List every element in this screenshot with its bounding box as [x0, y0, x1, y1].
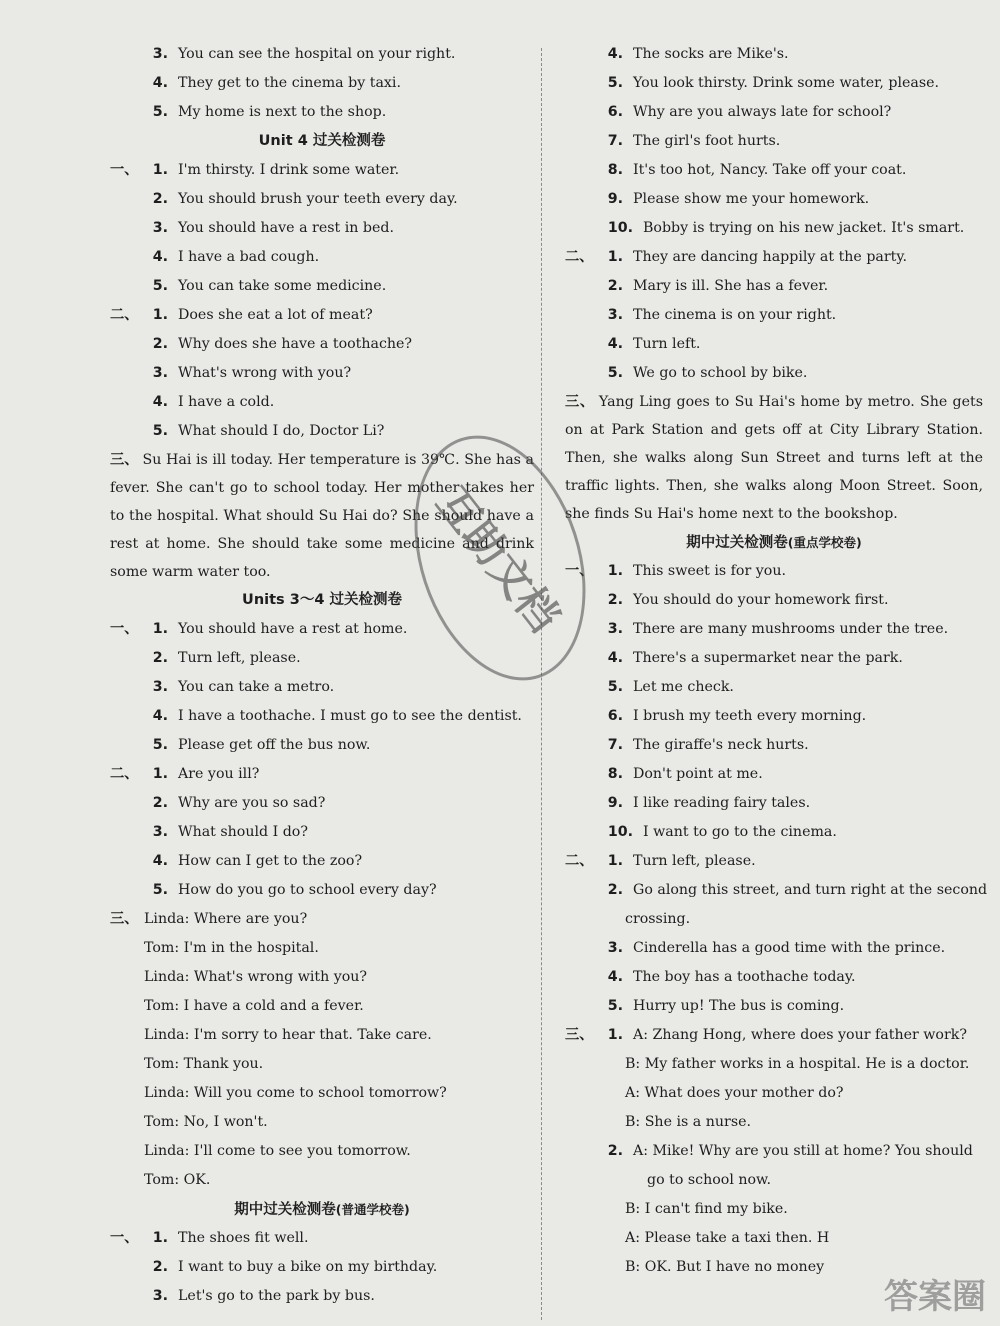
section-title-text: 期中过关检测卷 [686, 535, 788, 551]
answer-line [565, 702, 983, 731]
answer-text: Why are you always late for school? [633, 104, 892, 120]
question-number: 1. [607, 1027, 623, 1043]
answer-continuation [565, 1166, 983, 1195]
dialog-line [110, 1166, 534, 1195]
answer-text: I want to buy a bike on my birthday. [178, 1259, 438, 1275]
question-number: 9. [607, 191, 623, 207]
dialog-text: Linda: I'm sorry to hear that. Take care. [144, 1027, 432, 1043]
continuation-text: A: What does your mother do? [625, 1085, 844, 1101]
question-number: 3. [607, 621, 623, 637]
continuation-text: go to school now. [647, 1172, 772, 1188]
question-number: 2. [152, 191, 168, 207]
question-number: 2. [607, 592, 623, 608]
question-number: 4. [152, 394, 168, 410]
answer-line [110, 388, 534, 417]
question-number: 5. [152, 737, 168, 753]
section-marker: 二、 [110, 307, 139, 323]
answer-text: Turn left, please. [633, 853, 756, 869]
question-number: 4. [607, 650, 623, 666]
answer-paragraph [565, 388, 983, 528]
question-number: 1. [152, 621, 168, 637]
answer-text: How do you go to school every day? [178, 882, 437, 898]
answer-line [110, 847, 534, 876]
answer-line [110, 40, 534, 69]
answer-text: My home is next to the shop. [178, 104, 387, 120]
answer-line [110, 156, 534, 185]
answer-text: The shoes fit well. [178, 1230, 309, 1246]
question-number: 3. [152, 679, 168, 695]
continuation-text: crossing. [625, 911, 691, 927]
section-marker: 二、 [110, 766, 139, 782]
answer-text: I want to go to the cinema. [643, 824, 837, 840]
dialog-line [110, 1050, 534, 1079]
question-number: 1. [607, 853, 623, 869]
question-number: 5. [152, 278, 168, 294]
question-number: 1. [607, 563, 623, 579]
section-marker: 一、 [110, 162, 139, 178]
answer-line [565, 731, 983, 760]
question-number: 2. [607, 1143, 623, 1159]
answer-line [565, 330, 983, 359]
answer-line [110, 243, 534, 272]
answer-line [565, 98, 983, 127]
answer-text: The cinema is on your right. [633, 307, 837, 323]
answer-text: You should do your homework first. [633, 592, 889, 608]
question-number: 7. [607, 133, 623, 149]
dialog-text: Linda: Where are you? [144, 911, 308, 927]
question-number: 4. [607, 969, 623, 985]
dialog-line [110, 1108, 534, 1137]
section-title [110, 127, 534, 156]
dialog-text: Tom: I'm in the hospital. [144, 940, 319, 956]
continuation-text: B: I can't find my bike. [625, 1201, 788, 1217]
paragraph-text: Yang Ling goes to Su Hai's home by metro. She gets on at Park Station and gets off at City Library Station. Then, she walks along Sun Street and turns left at the traffic lights. Then, she walks along Moon Street. Soon, she finds Su Hai's home next to the bookshop. [565, 394, 983, 522]
question-number: 2. [152, 1259, 168, 1275]
column-divider [541, 48, 542, 1320]
answer-text: This sweet is for you. [633, 563, 786, 579]
answer-line [565, 876, 988, 905]
answer-line [110, 818, 534, 847]
dialog-line [110, 1021, 534, 1050]
answer-line [110, 185, 534, 214]
left-column [110, 40, 534, 1311]
answer-line [110, 731, 534, 760]
continuation-text: B: OK. But I have no money [625, 1259, 825, 1275]
answer-text: You can take a metro. [178, 679, 335, 695]
answer-text: A: Mike! Why are you still at home? You should [633, 1143, 973, 1159]
dialog-text: Tom: Thank you. [144, 1056, 264, 1072]
stamp-text: 互助文档 [427, 478, 570, 641]
question-number: 3. [152, 1288, 168, 1304]
answer-line [565, 1021, 983, 1050]
answer-text: They get to the cinema by taxi. [178, 75, 401, 91]
answer-text: The girl's foot hurts. [633, 133, 781, 149]
answer-line [110, 272, 534, 301]
answer-line [565, 40, 983, 69]
question-number: 1. [152, 1230, 168, 1246]
question-number: 5. [152, 104, 168, 120]
question-number: 5. [607, 998, 623, 1014]
dialog-line [110, 1079, 534, 1108]
continuation-text: A: Please take a taxi then. H [625, 1230, 830, 1246]
answer-text: What should I do, Doctor Li? [178, 423, 385, 439]
answer-line [565, 69, 983, 98]
question-number: 2. [152, 795, 168, 811]
answer-line [565, 301, 983, 330]
answer-continuation [565, 1079, 983, 1108]
answer-line [565, 789, 983, 818]
question-number: 7. [607, 737, 623, 753]
answer-line [565, 847, 983, 876]
answer-line [565, 992, 983, 1021]
question-number: 4. [607, 336, 623, 352]
answer-line [565, 127, 983, 156]
answer-continuation [565, 1050, 983, 1079]
answer-line [110, 214, 534, 243]
answer-line [565, 1137, 983, 1166]
question-number: 5. [152, 882, 168, 898]
answer-text: Are you ill? [178, 766, 260, 782]
answer-text: I'm thirsty. I drink some water. [178, 162, 400, 178]
answer-line [565, 934, 983, 963]
question-number: 4. [152, 75, 168, 91]
answer-text: Don't point at me. [633, 766, 763, 782]
question-number: 9. [607, 795, 623, 811]
question-number: 1. [152, 162, 168, 178]
answer-text: Mary is ill. She has a fever. [633, 278, 829, 294]
dialog-text: Tom: No, I won't. [144, 1114, 268, 1130]
answer-text: Let's go to the park by bus. [178, 1288, 375, 1304]
question-number: 4. [607, 46, 623, 62]
answer-line [110, 301, 534, 330]
dialog-text: Tom: OK. [144, 1172, 211, 1188]
answer-text: Please get off the bus now. [178, 737, 371, 753]
answer-text: Turn left. [633, 336, 701, 352]
answer-line [565, 963, 983, 992]
section-marker: 三、 [110, 911, 139, 927]
dialog-line [110, 992, 534, 1021]
answer-text: Turn left, please. [178, 650, 301, 666]
answer-line [110, 359, 534, 388]
question-number: 2. [607, 882, 623, 898]
section-title-text: 期中过关检测卷 [234, 1202, 336, 1218]
answer-line [565, 272, 983, 301]
answer-text: You can take some medicine. [178, 278, 387, 294]
answer-text: I have a bad cough. [178, 249, 320, 265]
dialog-text: Linda: I'll come to see you tomorrow. [144, 1143, 411, 1159]
answer-text: You should have a rest in bed. [178, 220, 394, 236]
question-number: 3. [607, 940, 623, 956]
answer-text: Let me check. [633, 679, 734, 695]
question-number: 4. [152, 708, 168, 724]
section-marker: 一、 [565, 563, 594, 579]
question-number: 10. [607, 220, 633, 236]
answer-text: You should have a rest at home. [178, 621, 408, 637]
question-number: 6. [607, 104, 623, 120]
paragraph-text: Su Hai is ill today. Her temperature is 39℃. She has a fever. She can't go to school today. Her mother takes her to the hospital. What should Su Hai do? She should have a rest at home. She should take some medicine and drink some warm water too. [110, 452, 534, 580]
watermark-logo: 答案圈 [884, 1277, 986, 1317]
question-number: 8. [607, 162, 623, 178]
question-number: 10. [607, 824, 633, 840]
question-number: 1. [607, 249, 623, 265]
answer-continuation [565, 1195, 983, 1224]
section-marker: 一、 [110, 1230, 139, 1246]
section-title-text: Units 3～4 过关检测卷 [242, 592, 402, 608]
answer-text: A: Zhang Hong, where does your father work? [633, 1027, 967, 1043]
section-marker: 二、 [565, 853, 594, 869]
question-number: 2. [152, 650, 168, 666]
answer-line [110, 1253, 534, 1282]
answer-line [110, 702, 534, 731]
answer-line [565, 586, 983, 615]
section-title-note: (重点学校卷) [787, 535, 862, 550]
answer-line [110, 330, 534, 359]
answer-text: The giraffe's neck hurts. [633, 737, 809, 753]
answer-line [110, 760, 534, 789]
question-number: 3. [152, 824, 168, 840]
answer-text: You should brush your teeth every day. [178, 191, 458, 207]
question-number: 5. [607, 365, 623, 381]
answer-text: You look thirsty. Drink some water, please. [633, 75, 940, 91]
continuation-text: B: My father works in a hospital. He is a doctor. [625, 1056, 970, 1072]
answer-text: You can see the hospital on your right. [178, 46, 456, 62]
answer-text: Please show me your homework. [633, 191, 870, 207]
question-number: 3. [152, 365, 168, 381]
answer-text: Hurry up! The bus is coming. [633, 998, 845, 1014]
answer-text: I have a cold. [178, 394, 275, 410]
section-title [110, 1195, 534, 1224]
question-number: 5. [607, 679, 623, 695]
question-number: 6. [607, 708, 623, 724]
answer-text: Go along this street, and turn right at the second [633, 882, 988, 898]
dialog-line [110, 934, 534, 963]
answer-text: What's wrong with you? [178, 365, 352, 381]
answer-text: What should I do? [178, 824, 308, 840]
answer-line [565, 615, 983, 644]
right-column [565, 40, 988, 1282]
answer-line [565, 156, 983, 185]
question-number: 3. [607, 307, 623, 323]
answer-text: Bobby is trying on his new jacket. It's smart. [643, 220, 965, 236]
answer-line [565, 673, 983, 702]
question-number: 4. [152, 249, 168, 265]
answer-continuation [565, 905, 983, 934]
answer-line [110, 673, 534, 702]
dialog-line [110, 905, 534, 934]
answer-line [110, 1224, 534, 1253]
answer-line [110, 98, 534, 127]
answer-text: There's a supermarket near the park. [633, 650, 903, 666]
answer-line [110, 69, 534, 98]
question-number: 1. [152, 307, 168, 323]
answer-text: Why are you so sad? [178, 795, 326, 811]
answer-line [565, 760, 983, 789]
answer-line [565, 557, 983, 586]
dialog-line [110, 1137, 534, 1166]
question-number: 5. [607, 75, 623, 91]
section-marker: 二、 [565, 249, 594, 265]
section-title [565, 528, 983, 557]
answer-line [565, 214, 983, 243]
answer-continuation [565, 1108, 983, 1137]
question-number: 3. [152, 220, 168, 236]
dialog-text: Linda: Will you come to school tomorrow? [144, 1085, 447, 1101]
section-marker: 一、 [110, 621, 139, 637]
question-number: 8. [607, 766, 623, 782]
answer-line [110, 789, 534, 818]
question-number: 2. [607, 278, 623, 294]
question-number: 3. [152, 46, 168, 62]
answer-line [110, 1282, 534, 1311]
answer-line [565, 818, 983, 847]
question-number: 2. [152, 336, 168, 352]
section-marker: 三、 [565, 394, 595, 410]
section-title-note: (普通学校卷) [335, 1202, 410, 1217]
answer-text: I brush my teeth every morning. [633, 708, 867, 724]
answer-line [565, 243, 983, 272]
dialog-text: Linda: What's wrong with you? [144, 969, 368, 985]
answer-line [110, 876, 534, 905]
section-title-text: Unit 4 过关检测卷 [258, 133, 386, 149]
answer-text: I like reading fairy tales. [633, 795, 811, 811]
dialog-line [110, 963, 534, 992]
answer-line [565, 644, 983, 673]
answer-line [565, 359, 983, 388]
answer-line [565, 185, 983, 214]
answer-text: How can I get to the zoo? [178, 853, 363, 869]
answer-text: It's too hot, Nancy. Take off your coat. [633, 162, 907, 178]
continuation-text: B: She is a nurse. [625, 1114, 752, 1130]
answer-text: Why does she have a toothache? [178, 336, 413, 352]
answer-text: The socks are Mike's. [633, 46, 789, 62]
answer-text: The boy has a toothache today. [633, 969, 856, 985]
section-marker: 三、 [565, 1027, 594, 1043]
question-number: 4. [152, 853, 168, 869]
section-marker: 三、 [110, 452, 139, 468]
dialog-text: Tom: I have a cold and a fever. [144, 998, 364, 1014]
answer-text: Does she eat a lot of meat? [178, 307, 373, 323]
answer-continuation [565, 1224, 983, 1253]
answer-text: I have a toothache. I must go to see the dentist. [178, 708, 522, 724]
question-number: 1. [152, 766, 168, 782]
answer-text: We go to school by bike. [633, 365, 808, 381]
answer-text: Cinderella has a good time with the prince. [633, 940, 946, 956]
question-number: 5. [152, 423, 168, 439]
answer-text: They are dancing happily at the party. [633, 249, 907, 265]
answer-text: There are many mushrooms under the tree. [633, 621, 949, 637]
